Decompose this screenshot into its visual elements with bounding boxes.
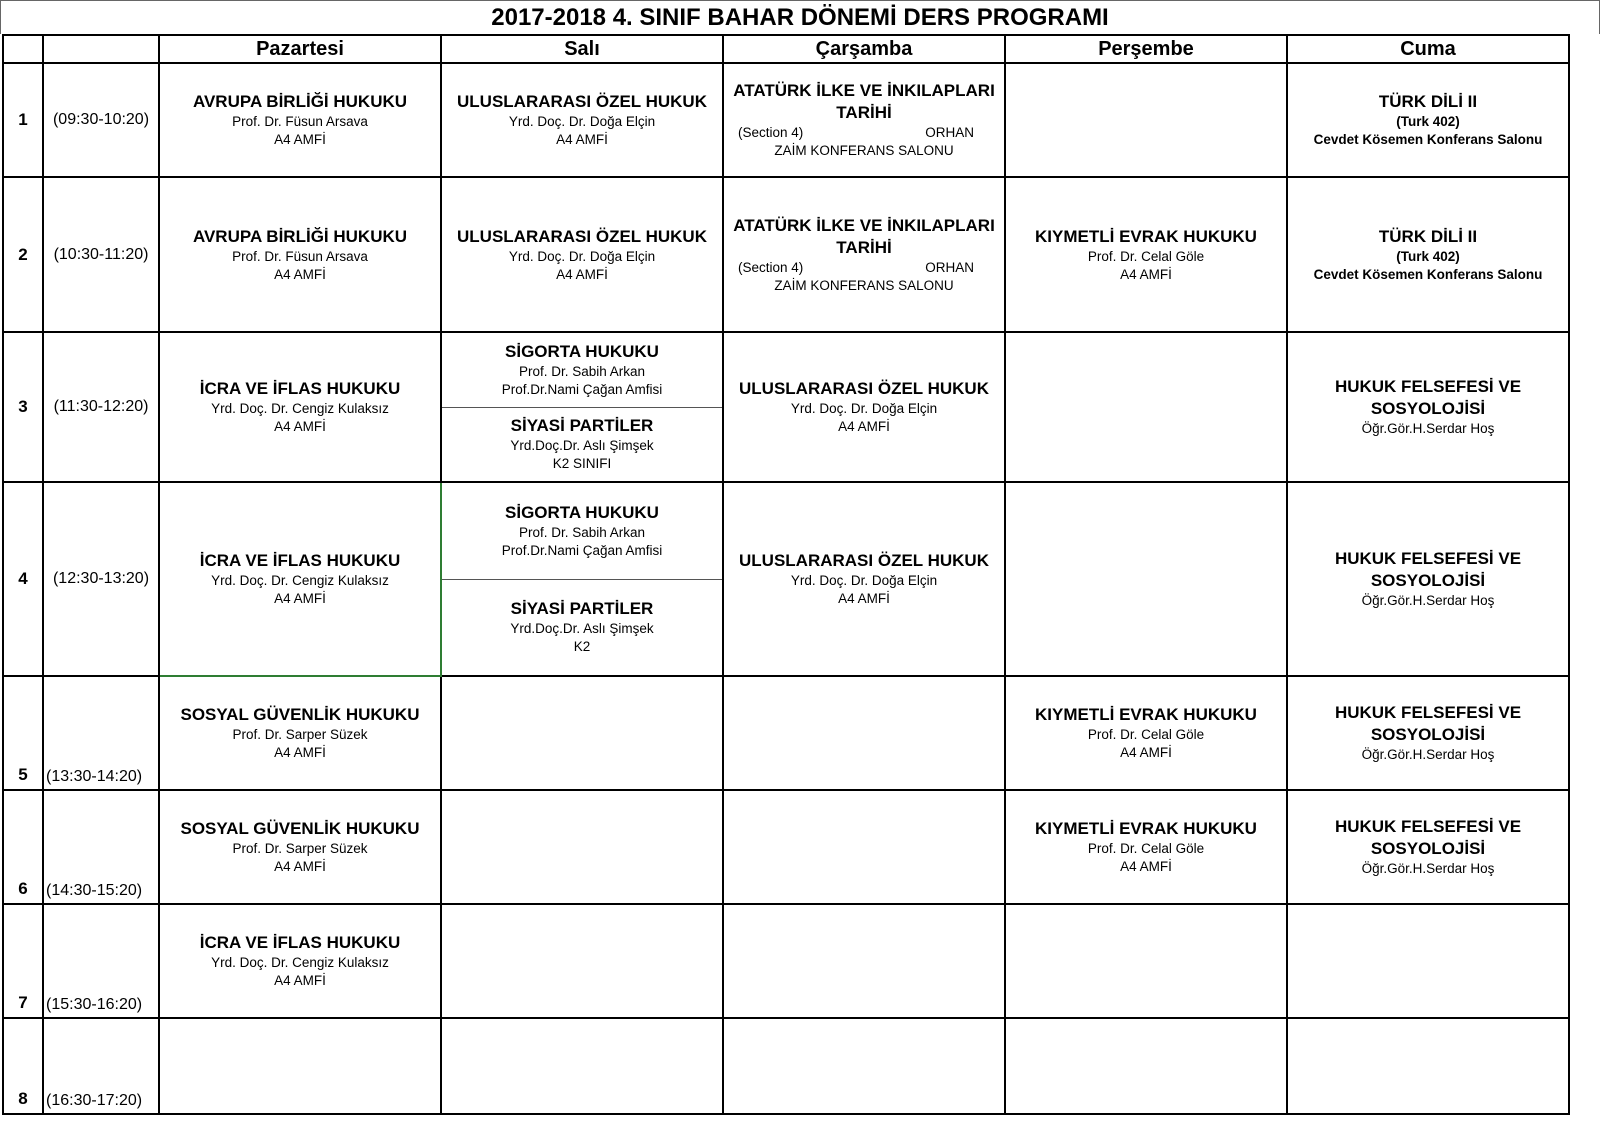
course-teacher: Yrd.Doç.Dr. Aslı Şimşek xyxy=(510,438,654,454)
course-room: K2 xyxy=(573,639,591,655)
cell-wed-6[interactable] xyxy=(723,790,1005,904)
cell-thu-1[interactable] xyxy=(1005,63,1287,177)
split-bottom xyxy=(442,580,722,676)
cell-mon-6[interactable] xyxy=(159,790,441,904)
cell-fri-4[interactable] xyxy=(1287,482,1569,676)
slot-number[interactable]: 4 xyxy=(3,482,43,676)
cell-mon-5[interactable] xyxy=(159,676,441,790)
cell-tue-7[interactable] xyxy=(441,904,723,1018)
course-name: ULUSLARARASI ÖZEL HUKUK xyxy=(457,226,707,246)
cell-mon-3[interactable] xyxy=(159,332,441,482)
course-teacher: Prof. Dr. Celal Göle xyxy=(1087,841,1205,856)
course-teacher: Prof. Dr. Celal Göle xyxy=(1087,727,1205,742)
table-row xyxy=(3,790,1569,904)
course-teacher: Yrd.Doç.Dr. Aslı Şimşek xyxy=(510,621,654,637)
course-teacher: Öğr.Gör.H.Serdar Hoş xyxy=(1361,747,1495,762)
course-room: A4 AMFİ xyxy=(274,266,326,282)
table-row xyxy=(3,332,1569,482)
table-row xyxy=(3,482,1569,676)
course-name: HUKUK FELSEFESİ VE SOSYOLOJİSİ xyxy=(1334,817,1522,858)
split-cell xyxy=(442,483,722,675)
course-name: ATATÜRK İLKE VE İNKILAPLARI TARİHİ xyxy=(733,81,995,122)
table-row xyxy=(3,904,1569,1018)
course-room: A4 AMFİ xyxy=(1120,859,1172,874)
cell-mon-7[interactable] xyxy=(159,904,441,1018)
course-room: ORHAN xyxy=(925,125,974,140)
cell-wed-1[interactable] xyxy=(723,63,1005,177)
course-room: Cevdet Kösemen Konferans Salonu xyxy=(1313,132,1543,147)
day-header-wednesday[interactable]: Çarşamba xyxy=(723,35,1005,63)
slot-number[interactable]: 2 xyxy=(3,177,43,332)
cell-fri-3[interactable] xyxy=(1287,332,1569,482)
course-code: (Turk 402) xyxy=(1396,114,1460,129)
course-name: HUKUK FELSEFESİ VE SOSYOLOJİSİ xyxy=(1334,703,1522,744)
course-name: KIYMETLİ EVRAK HUKUKU xyxy=(1035,819,1257,838)
cell-thu-5[interactable] xyxy=(1005,676,1287,790)
cell-thu-6[interactable] xyxy=(1005,790,1287,904)
course-room: ZAİM KONFERANS SALONU xyxy=(774,143,954,158)
cell-thu-4[interactable] xyxy=(1005,482,1287,676)
course-teacher: Öğr.Gör.H.Serdar Hoş xyxy=(1361,861,1495,876)
course-room: A4 AMFİ xyxy=(1120,745,1172,760)
course-code: (Turk 402) xyxy=(1396,248,1460,264)
course-room: K2 SINIFI xyxy=(552,456,612,472)
table-row xyxy=(3,177,1569,332)
cell-tue-8[interactable] xyxy=(441,1018,723,1114)
cell-fri-1[interactable] xyxy=(1287,63,1569,177)
course-name: TÜRK DİLİ II xyxy=(1378,92,1478,111)
slot-time[interactable]: (12:30-13:20) xyxy=(43,482,159,676)
course-room: A4 AMFİ xyxy=(1120,266,1172,282)
cell-mon-1[interactable] xyxy=(159,63,441,177)
course-name: SOSYAL GÜVENLİK HUKUKU xyxy=(180,705,420,724)
course-teacher: Yrd. Doç. Dr. Doğa Elçin xyxy=(508,248,656,264)
course-teacher: Prof. Dr. Celal Göle xyxy=(1087,248,1205,264)
course-teacher: Prof. Dr. Füsun Arsava xyxy=(232,114,368,129)
course-name: HUKUK FELSEFESİ VE SOSYOLOJİSİ xyxy=(1334,549,1522,590)
time-header-cell[interactable] xyxy=(43,35,159,63)
course-room: A4 AMFİ xyxy=(274,745,326,760)
course-room: A4 AMFİ xyxy=(838,419,890,434)
slot-time[interactable]: (16:30-17:20) xyxy=(43,1018,159,1114)
slot-number[interactable]: 7 xyxy=(3,904,43,1018)
cell-tue-3[interactable] xyxy=(441,332,723,482)
cell-tue-2[interactable] xyxy=(441,177,723,332)
course-room: ORHAN xyxy=(925,259,974,275)
cell-fri-5[interactable] xyxy=(1287,676,1569,790)
course-section-line xyxy=(724,124,1004,142)
cell-fri-6[interactable] xyxy=(1287,790,1569,904)
course-name: TÜRK DİLİ II xyxy=(1378,226,1478,246)
day-header-friday[interactable]: Cuma xyxy=(1287,35,1569,63)
course-teacher: Yrd. Doç. Dr. Cengiz Kulaksız xyxy=(211,955,389,970)
day-header-tuesday[interactable]: Salı xyxy=(441,35,723,63)
course-name: ULUSLARARASI ÖZEL HUKUK xyxy=(457,92,707,111)
course-section: (Section 4) xyxy=(738,125,804,140)
course-room: ZAİM KONFERANS SALONU xyxy=(774,277,954,293)
split-bottom xyxy=(442,408,722,482)
cell-thu-2[interactable] xyxy=(1005,177,1287,332)
course-teacher: Prof. Dr. Sabih Arkan xyxy=(518,363,646,379)
slot-time[interactable]: (13:30-14:20) xyxy=(43,676,159,790)
cell-mon-8[interactable] xyxy=(159,1018,441,1114)
slot-time[interactable]: (11:30-12:20) xyxy=(43,332,159,482)
course-teacher: Yrd. Doç. Dr. Doğa Elçin xyxy=(790,401,938,416)
slot-number[interactable]: 5 xyxy=(3,676,43,790)
cell-tue-1[interactable] xyxy=(441,63,723,177)
course-name: ATATÜRK İLKE VE İNKILAPLARI TARİHİ xyxy=(733,215,995,257)
split-top xyxy=(442,483,722,580)
course-name: SİYASİ PARTİLER xyxy=(510,416,654,436)
split-top xyxy=(442,333,722,408)
slot-number[interactable]: 8 xyxy=(3,1018,43,1114)
course-room: A4 AMFİ xyxy=(274,132,326,147)
course-room: A4 AMFİ xyxy=(274,591,326,606)
cell-thu-8[interactable] xyxy=(1005,1018,1287,1114)
course-section: (Section 4) xyxy=(738,259,804,275)
slot-time[interactable]: (09:30-10:20) xyxy=(43,63,159,177)
slot-number[interactable]: 3 xyxy=(3,332,43,482)
course-room: A4 AMFİ xyxy=(274,973,326,988)
cell-tue-5[interactable] xyxy=(441,676,723,790)
cell-wed-3[interactable] xyxy=(723,332,1005,482)
course-name: ULUSLARARASI ÖZEL HUKUK xyxy=(739,551,989,570)
course-teacher: Prof. Dr. Sarper Süzek xyxy=(232,727,368,742)
course-name: SİGORTA HUKUKU xyxy=(505,502,659,522)
course-name: KIYMETLİ EVRAK HUKUKU xyxy=(1035,705,1257,724)
course-room: Prof.Dr.Nami Çağan Amfisi xyxy=(501,381,663,397)
course-name: İCRA VE İFLAS HUKUKU xyxy=(199,933,401,952)
course-room: A4 AMFİ xyxy=(274,419,326,434)
slot-number[interactable]: 6 xyxy=(3,790,43,904)
course-name: HUKUK FELSEFESİ VE SOSYOLOJİSİ xyxy=(1334,377,1522,418)
course-room: Prof.Dr.Nami Çağan Amfisi xyxy=(501,542,663,558)
cell-wed-7[interactable] xyxy=(723,904,1005,1018)
course-name: ULUSLARARASI ÖZEL HUKUK xyxy=(739,379,989,398)
split-cell xyxy=(442,333,722,481)
header-row xyxy=(3,35,1569,63)
table-row xyxy=(3,63,1569,177)
course-teacher: Yrd. Doç. Dr. Doğa Elçin xyxy=(508,114,656,129)
course-teacher: Yrd. Doç. Dr. Doğa Elçin xyxy=(790,573,938,588)
course-name: AVRUPA BİRLİĞİ HUKUKU xyxy=(192,226,408,246)
cell-wed-2[interactable] xyxy=(723,177,1005,332)
cell-fri-7[interactable] xyxy=(1287,904,1569,1018)
cell-thu-3[interactable] xyxy=(1005,332,1287,482)
course-name: İCRA VE İFLAS HUKUKU xyxy=(199,379,401,398)
slot-number[interactable]: 1 xyxy=(3,63,43,177)
slot-time[interactable]: (10:30-11:20) xyxy=(43,177,159,332)
course-name: KIYMETLİ EVRAK HUKUKU xyxy=(1035,226,1257,246)
cell-wed-4[interactable] xyxy=(723,482,1005,676)
course-teacher: Öğr.Gör.H.Serdar Hoş xyxy=(1361,593,1495,608)
day-header-monday[interactable]: Pazartesi xyxy=(159,35,441,63)
corner-cell[interactable] xyxy=(3,35,43,63)
course-teacher: Prof. Dr. Sabih Arkan xyxy=(518,524,646,540)
cell-wed-8[interactable] xyxy=(723,1018,1005,1114)
course-room: A4 AMFİ xyxy=(556,266,608,282)
cell-fri-8[interactable] xyxy=(1287,1018,1569,1114)
cell-tue-4[interactable] xyxy=(441,482,723,676)
course-section-line xyxy=(724,259,1004,277)
course-name: İCRA VE İFLAS HUKUKU xyxy=(199,551,401,570)
course-room: A4 AMFİ xyxy=(838,591,890,606)
page-title[interactable]: 2017-2018 4. SINIF BAHAR DÖNEMİ DERS PROGRAMI xyxy=(0,0,1600,34)
cell-wed-5[interactable] xyxy=(723,676,1005,790)
slot-time[interactable]: (14:30-15:20) xyxy=(43,790,159,904)
course-name: SOSYAL GÜVENLİK HUKUKU xyxy=(180,819,420,838)
course-name: AVRUPA BİRLİĞİ HUKUKU xyxy=(192,92,408,111)
course-name: SİYASİ PARTİLER xyxy=(510,599,654,619)
schedule-table xyxy=(2,34,1570,1115)
course-teacher: Prof. Dr. Füsun Arsava xyxy=(232,248,368,264)
cell-mon-2[interactable] xyxy=(159,177,441,332)
cell-mon-4[interactable] xyxy=(159,482,441,676)
cell-tue-6[interactable] xyxy=(441,790,723,904)
table-row xyxy=(3,1018,1569,1114)
course-name: SİGORTA HUKUKU xyxy=(505,341,659,361)
slot-time[interactable]: (15:30-16:20) xyxy=(43,904,159,1018)
course-room: A4 AMFİ xyxy=(556,132,608,147)
cell-fri-2[interactable] xyxy=(1287,177,1569,332)
course-teacher: Yrd. Doç. Dr. Cengiz Kulaksız xyxy=(211,401,389,416)
cell-thu-7[interactable] xyxy=(1005,904,1287,1018)
course-teacher: Öğr.Gör.H.Serdar Hoş xyxy=(1361,421,1495,436)
course-teacher: Prof. Dr. Sarper Süzek xyxy=(232,841,368,856)
course-room: Cevdet Kösemen Konferans Salonu xyxy=(1313,266,1543,282)
day-header-thursday[interactable]: Perşembe xyxy=(1005,35,1287,63)
course-teacher: Yrd. Doç. Dr. Cengiz Kulaksız xyxy=(211,573,389,588)
table-row xyxy=(3,676,1569,790)
course-room: A4 AMFİ xyxy=(274,859,326,874)
